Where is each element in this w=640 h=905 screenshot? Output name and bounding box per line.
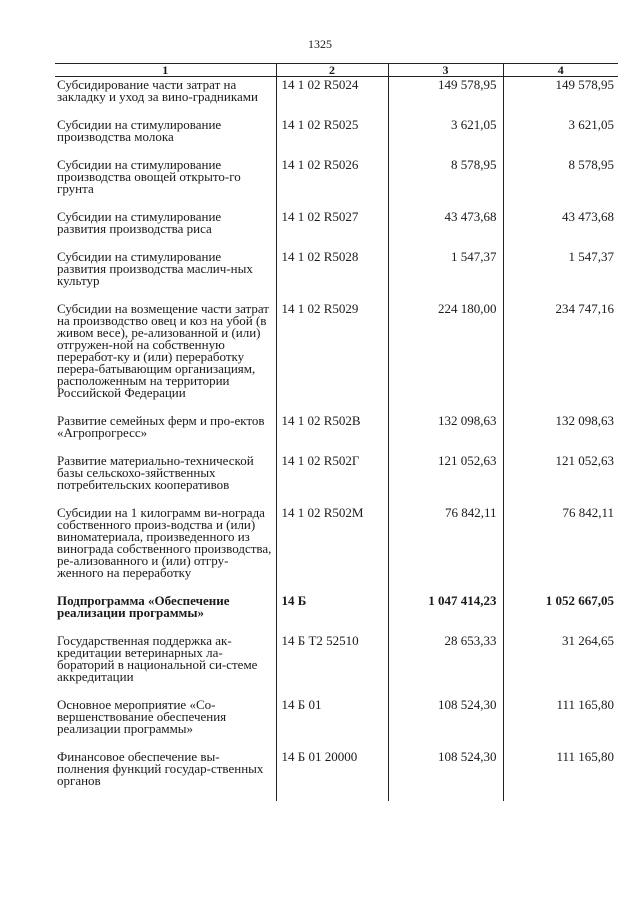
- row-name-cell: Развитие семейных ферм и про-ектов «Агропрогресс»: [57, 413, 265, 440]
- row-code-cell: 14 1 02 R5028: [276, 249, 388, 301]
- row-value-col4-cell: 3 621,05: [503, 117, 618, 157]
- row-value-col3-cell: 1 547,37: [388, 249, 503, 301]
- column-header-3: 3: [388, 64, 503, 77]
- row-value-col4-cell: 234 747,16: [503, 301, 618, 413]
- row-value-col3-cell: 1 047 414,23: [388, 593, 503, 633]
- row-code-cell: 14 Б: [276, 593, 388, 633]
- table-row: [55, 593, 618, 633]
- table-row: [55, 633, 618, 697]
- row-value-col4-cell: 111 165,80: [503, 749, 618, 801]
- row-name-cell: Субсидии на возмещение части затрат на производство овец и коз на убой (в живом весе), ре-ализованной и (или) отгружен-ной на собственную переработ-ку и (или) переработку перера-батывающим организациям, расположенным на территории Российской Федерации: [57, 301, 269, 400]
- row-value-col4-cell: 43 473,68: [503, 209, 618, 249]
- row-value-col4-cell: 8 578,95: [503, 157, 618, 209]
- row-value-col4-cell: 132 098,63: [503, 413, 618, 453]
- column-header-4: 4: [503, 64, 618, 77]
- row-code-cell: 14 1 02 R502М: [276, 505, 388, 593]
- row-code-cell: 14 1 02 R5027: [276, 209, 388, 249]
- row-value-col3-cell: 8 578,95: [388, 157, 503, 209]
- row-code-cell: 14 Б 01 20000: [276, 749, 388, 801]
- row-code-cell: 14 Б Т2 52510: [276, 633, 388, 697]
- table-row: [55, 117, 618, 157]
- row-value-col3-cell: 43 473,68: [388, 209, 503, 249]
- row-value-col3-cell: 224 180,00: [388, 301, 503, 413]
- table-row: [55, 157, 618, 209]
- row-code-cell: 14 1 02 R5026: [276, 157, 388, 209]
- row-name-cell: Финансовое обеспечение вы-полнения функций государ-ственных органов: [57, 749, 264, 788]
- row-name-cell: Подпрограмма «Обеспечение реализации программы»: [57, 593, 230, 620]
- row-code-cell: 14 1 02 R502В: [276, 413, 388, 453]
- row-code-cell: 14 Б 01: [276, 697, 388, 749]
- row-value-col4-cell: 111 165,80: [503, 697, 618, 749]
- row-value-col3-cell: 132 098,63: [388, 413, 503, 453]
- row-value-col4-cell: 1 052 667,05: [503, 593, 618, 633]
- row-value-col3-cell: 28 653,33: [388, 633, 503, 697]
- row-value-col4-cell: 31 264,65: [503, 633, 618, 697]
- row-name-cell: Субсидирование части затрат на закладку и уход за вино-градниками: [57, 77, 258, 104]
- row-value-col3-cell: 76 842,11: [388, 505, 503, 593]
- row-name-cell: Субсидии на стимулирование производства овощей открыто-го грунта: [57, 157, 241, 196]
- column-header-1: 1: [55, 64, 276, 77]
- row-value-col4-cell: 121 052,63: [503, 453, 618, 505]
- row-name-cell: Субсидии на стимулирование развития производства риса: [57, 209, 222, 236]
- table-row: [55, 413, 618, 453]
- table-row: [55, 249, 618, 301]
- row-value-col3-cell: 121 052,63: [388, 453, 503, 505]
- table-row: [55, 505, 618, 593]
- row-name-cell: Основное мероприятие «Со-вершенствование обеспечения реализации программы»: [57, 697, 227, 736]
- row-code-cell: 14 1 02 R5024: [276, 77, 388, 118]
- row-name-cell: Субсидии на стимулирование развития производства маслич-ных культур: [57, 249, 253, 288]
- table-row: [55, 77, 618, 118]
- row-value-col3-cell: 108 524,30: [388, 749, 503, 801]
- table-row: [55, 697, 618, 749]
- page-number: 1325: [308, 37, 332, 51]
- row-value-col3-cell: 3 621,05: [388, 117, 503, 157]
- table-row: [55, 301, 618, 413]
- row-name-cell: Развитие материально-технической базы сельскохо-зяйственных потребительских кооперативов: [57, 453, 254, 492]
- row-code-cell: 14 1 02 R5029: [276, 301, 388, 413]
- row-value-col3-cell: 108 524,30: [388, 697, 503, 749]
- row-value-col4-cell: 149 578,95: [503, 77, 618, 118]
- row-value-col4-cell: 1 547,37: [503, 249, 618, 301]
- row-value-col3-cell: 149 578,95: [388, 77, 503, 118]
- row-name-cell: Субсидии на 1 килограмм ви-нограда собственного произ-водства и (или) виноматериала, произведенного из винограда собственного производства, ре-ализованного и (или) отгру-женного на переработку: [57, 505, 272, 580]
- budget-table: [55, 63, 618, 801]
- row-name-cell: Субсидии на стимулирование производства молока: [57, 117, 222, 144]
- row-code-cell: 14 1 02 R502Г: [276, 453, 388, 505]
- table-row: [55, 209, 618, 249]
- row-code-cell: 14 1 02 R5025: [276, 117, 388, 157]
- table-row: [55, 749, 618, 801]
- row-value-col4-cell: 76 842,11: [503, 505, 618, 593]
- table-row: [55, 453, 618, 505]
- column-header-2: 2: [276, 64, 388, 77]
- table-body: [55, 77, 618, 802]
- row-name-cell: Государственная поддержка ак-кредитации ветеринарных ла-бораторий в национальной си-стеме аккредитации: [57, 633, 258, 684]
- table-header-row: [55, 64, 618, 77]
